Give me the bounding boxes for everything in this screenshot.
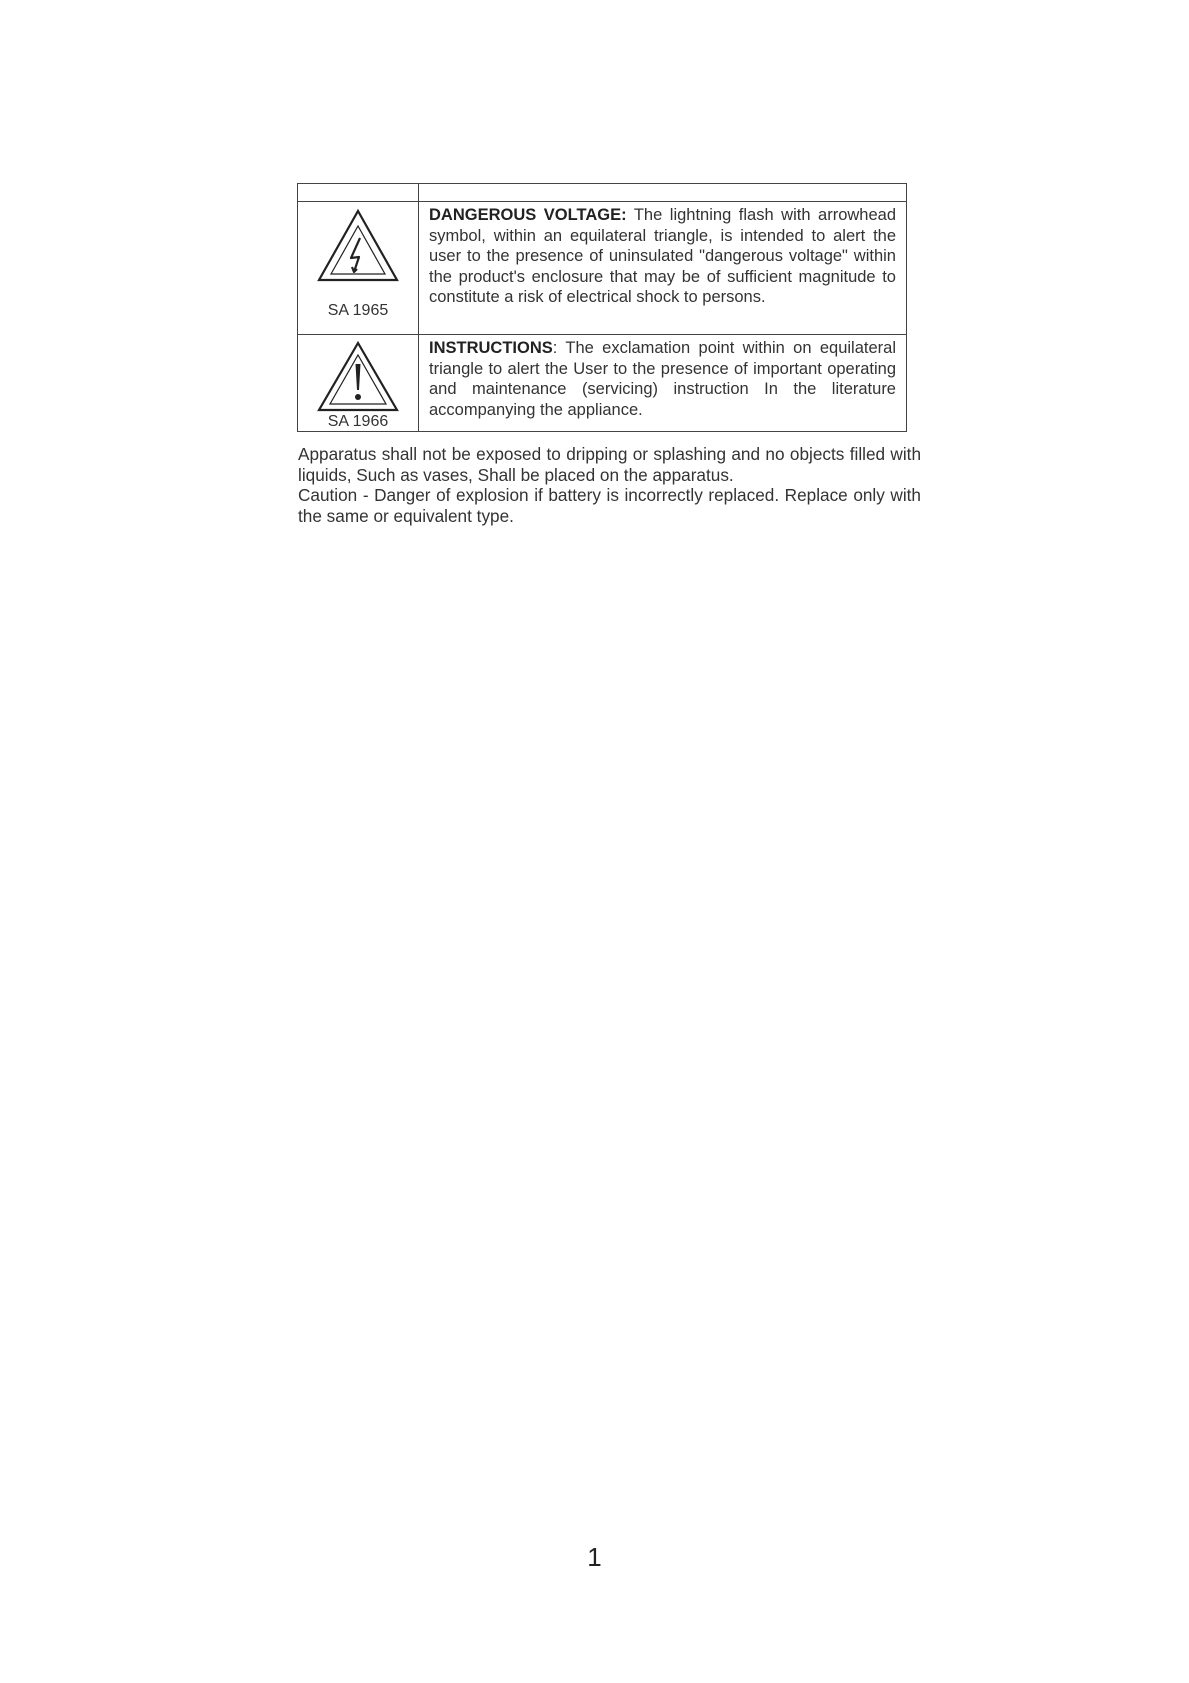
- symbol-cell: [298, 202, 419, 335]
- table-row: [298, 202, 907, 335]
- safety-notes: [298, 444, 921, 526]
- symbol-text: : The exclamation point within on equilateral triangle to alert the User to the presence of important operating and maintenance (servicing) instruction In the literature accompanying the appliance.: [429, 339, 896, 419]
- page-number: 1: [587, 1542, 602, 1572]
- exclamation-warning-icon: [316, 340, 400, 414]
- table-row: [298, 335, 907, 432]
- symbol-heading: INSTRUCTIONS: [429, 339, 553, 357]
- symbol-cell: [298, 335, 419, 432]
- battery-caution-note: Caution - Danger of explosion if battery is incorrectly replaced. Replace only with the same or equivalent type.: [298, 485, 921, 526]
- symbol-description: [419, 335, 907, 432]
- dripping-warning-note: Apparatus shall not be exposed to dripping or splashing and no objects filled with liquids, Such as vases, Shall be placed on the apparatus.: [298, 444, 921, 485]
- symbol-code: SA 1966: [327, 413, 389, 430]
- safety-symbols-table: [297, 183, 907, 432]
- symbol-text: The lightning flash with arrowhead symbol, within an equilateral triangle, is intended to alert the user to the presence of uninsulated "dangerous voltage" within the product's enclosure that may be of sufficient magnitude to constitute a risk of electrical shock to persons.: [429, 206, 896, 307]
- symbol-description: [419, 202, 907, 335]
- lightning-warning-icon: [316, 208, 400, 284]
- symbol-heading: DANGEROUS VOLTAGE:: [429, 206, 627, 224]
- symbol-code: SA 1965: [327, 302, 389, 319]
- table-header-spacer-row: [298, 184, 907, 202]
